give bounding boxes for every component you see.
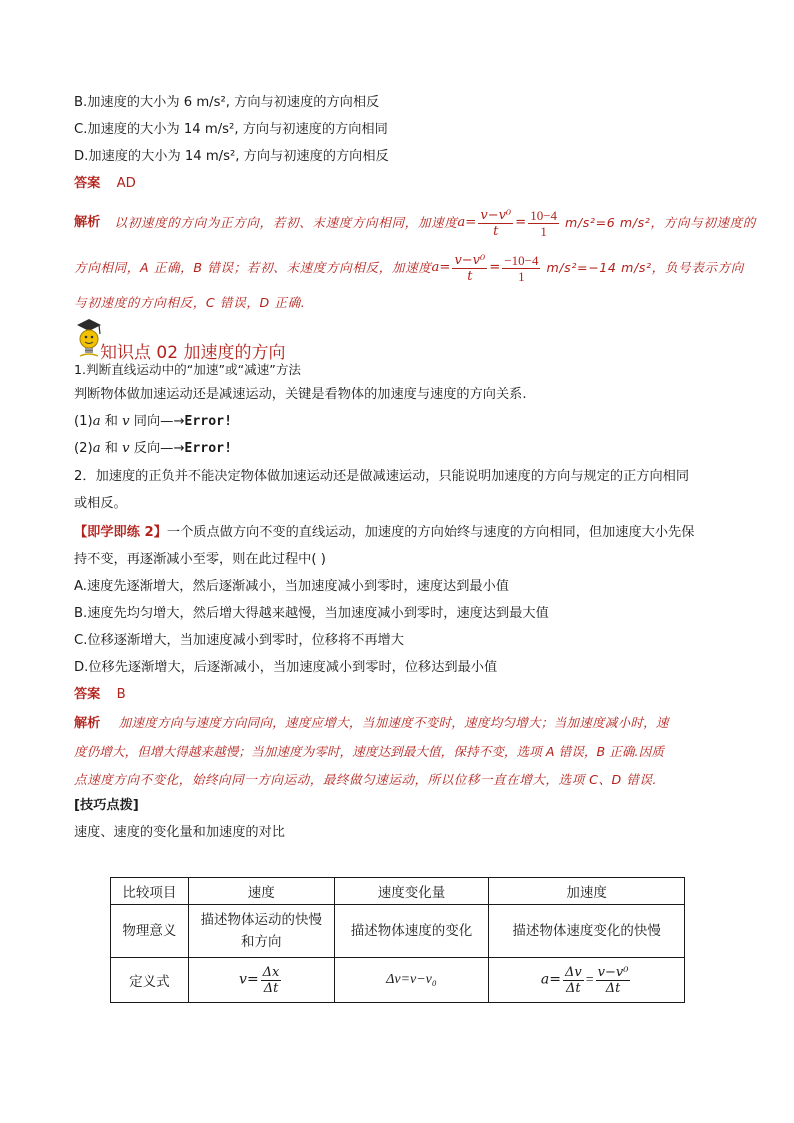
fraction — [478, 208, 513, 239]
answer-value: B — [116, 687, 126, 702]
analysis-text: 加速度方向与速度方向同向，速度应增大，当加速度不变时，速度均匀增大；当加速度减小时，速 — [118, 715, 669, 730]
q2-stem-line-2: 持不变，再逐渐减小至零，则在此过程中( ) — [74, 552, 326, 567]
table-header-row — [111, 878, 685, 905]
q2-option-b: B.速度先均匀增大，然后增大得越来越慢，当加速度减小到零时，速度达到最大值 — [74, 606, 549, 621]
fraction-denominator: Δt — [566, 980, 581, 996]
formula-lhs: v= — [239, 971, 259, 988]
equals-sign: = — [515, 215, 527, 230]
cell-line: 描述物体运动的快慢 — [200, 912, 322, 928]
equals-sign: = — [585, 972, 594, 988]
q2-stem-text: 一个质点做方向不变的直线运动，加速度的方向始终与速度的方向相同，但加速度大小先保 — [166, 525, 695, 540]
case-text: 反向—→ — [129, 441, 185, 456]
case-opposite-direction — [74, 440, 232, 458]
section-line-5: 2．加速度的正负并不能决定物体做加速运动还是做减速运动，只能说明加速度的方向与规定的正方向相同 — [74, 469, 690, 484]
q1-answer-line — [74, 175, 136, 193]
formula-lhs: a= — [540, 971, 561, 988]
connector: 和 — [100, 441, 123, 456]
section-line-2: 判断物体做加速运动还是减速运动，关键是看物体的加速度与速度的方向关系. — [74, 387, 527, 402]
case-number: (2) — [74, 441, 93, 456]
connector: 和 — [100, 414, 123, 429]
table-cell — [188, 905, 334, 958]
fraction-numerator: 10−4 — [530, 207, 558, 223]
section-title: 知识点 02 加速度的方向 — [100, 343, 286, 363]
q2-option-d: D.位移先逐渐增大，后逐渐减小，当加速度减小到零时，位移达到最小值 — [74, 660, 498, 675]
table-cell: Δv=v−v₀ — [334, 958, 489, 1003]
table-header-cell: 速度变化量 — [334, 878, 489, 905]
fraction-numerator: v−v⁰ — [597, 964, 629, 980]
table-cell: 描述物体速度的变化 — [334, 905, 489, 958]
fraction-numerator: Δv — [564, 964, 582, 980]
table-header-cell: 速度 — [188, 878, 334, 905]
fraction-denominator: t — [493, 223, 499, 239]
fraction-numerator: v−v⁰ — [480, 207, 512, 223]
cell-line: 和方向 — [240, 934, 282, 950]
table-header-cell: 比较项目 — [111, 878, 189, 905]
table-cell: 定义式 — [111, 958, 189, 1003]
answer-label: 答案 — [74, 687, 101, 702]
table-cell — [489, 958, 685, 1003]
fraction-denominator: Δt — [605, 980, 621, 996]
q1-analysis-line-1 — [74, 205, 756, 241]
fraction — [528, 208, 559, 239]
analysis-label: 解析 — [74, 716, 101, 731]
error-text: Error! — [184, 414, 233, 429]
fraction — [563, 965, 584, 996]
q2-stem-line-1 — [74, 524, 694, 542]
formula-lhs: a= — [431, 260, 451, 275]
symbol-v: v — [122, 441, 130, 456]
fraction — [596, 965, 631, 996]
symbol-a: a — [92, 414, 101, 429]
equals-sign: = — [489, 260, 501, 275]
case-number: (1) — [74, 414, 93, 429]
q2-option-c: C.位移逐渐增大，当加速度减小到零时，位移将不再增大 — [74, 633, 404, 648]
fraction-denominator: 1 — [540, 223, 547, 239]
fraction-numerator: v−v⁰ — [454, 252, 486, 268]
symbol-v: v — [122, 414, 130, 429]
case-text: 同向—→ — [129, 414, 185, 429]
fraction — [261, 965, 282, 996]
symbol-a: a — [92, 441, 101, 456]
fraction-denominator: t — [467, 268, 473, 284]
analysis-text: m/s²=−14 m/s²，负号表示方向 — [546, 260, 744, 275]
comparison-table — [110, 877, 685, 1003]
section-line-6: 或相反。 — [74, 496, 127, 511]
table-cell: 描述物体速度变化的快慢 — [489, 905, 685, 958]
fraction-numerator: −10−4 — [504, 252, 539, 268]
analysis-label: 解析 — [74, 215, 101, 230]
tips-subtitle: 速度、速度的变化量和加速度的对比 — [74, 825, 285, 840]
tips-title: [技巧点拨] — [74, 798, 139, 813]
fraction — [502, 253, 540, 284]
q2-option-a: A.速度先逐渐增大，然后逐渐减小，当加速度减小到零时，速度达到最小值 — [74, 579, 509, 594]
section-heading — [74, 316, 374, 362]
q2-analysis-line-3: 点速度方向不变化，始终向同一方向运动，最终做匀速运动，所以位移一直在增大，选项 C、D 错误. — [74, 772, 657, 787]
analysis-text: m/s²=6 m/s²，方向与初速度的 — [565, 215, 757, 230]
practice-tag: 【即学即练 2】 — [74, 525, 167, 540]
case-same-direction — [74, 413, 232, 431]
analysis-text: 方向相同，A 正确，B 错误；若初、末速度方向相反，加速度 — [74, 260, 432, 275]
q2-analysis-line-1 — [74, 714, 669, 733]
section-line-1: 1.判断直线运动中的“加速”或“减速”方法 — [74, 362, 302, 377]
answer-label: 答案 — [74, 176, 101, 191]
fraction-denominator: Δt — [263, 980, 279, 996]
table-cell: 物理意义 — [111, 905, 189, 958]
fraction-denominator: 1 — [518, 268, 525, 284]
q1-analysis-line-2 — [74, 250, 744, 286]
q1-option-b: B.加速度的大小为 6 m/s², 方向与初速度的方向相反 — [74, 95, 380, 110]
table-header-cell: 加速度 — [489, 878, 685, 905]
table-row — [111, 905, 685, 958]
q1-option-c: C.加速度的大小为 14 m/s², 方向与初速度的方向相同 — [74, 122, 388, 137]
table-cell — [188, 958, 334, 1003]
fraction — [452, 253, 487, 284]
fraction-numerator: Δx — [262, 964, 280, 980]
analysis-text: 以初速度的方向为正方向，若初、末速度方向相同，加速度 — [114, 215, 458, 230]
table-row — [111, 958, 685, 1003]
q1-analysis-line-3: 与初速度的方向相反，C 错误，D 正确. — [74, 295, 306, 310]
q2-analysis-line-2: 度仍增大，但增大得越来越慢；当加速度为零时，速度达到最大值，保持不变，选项 A 错误，B 正确.因质 — [74, 744, 664, 759]
answer-value: AD — [116, 176, 136, 191]
q1-option-d: D.加速度的大小为 14 m/s², 方向与初速度的方向相反 — [74, 149, 389, 164]
formula-lhs: a= — [457, 215, 477, 230]
q2-answer-line — [74, 686, 126, 704]
error-text: Error! — [184, 441, 233, 456]
